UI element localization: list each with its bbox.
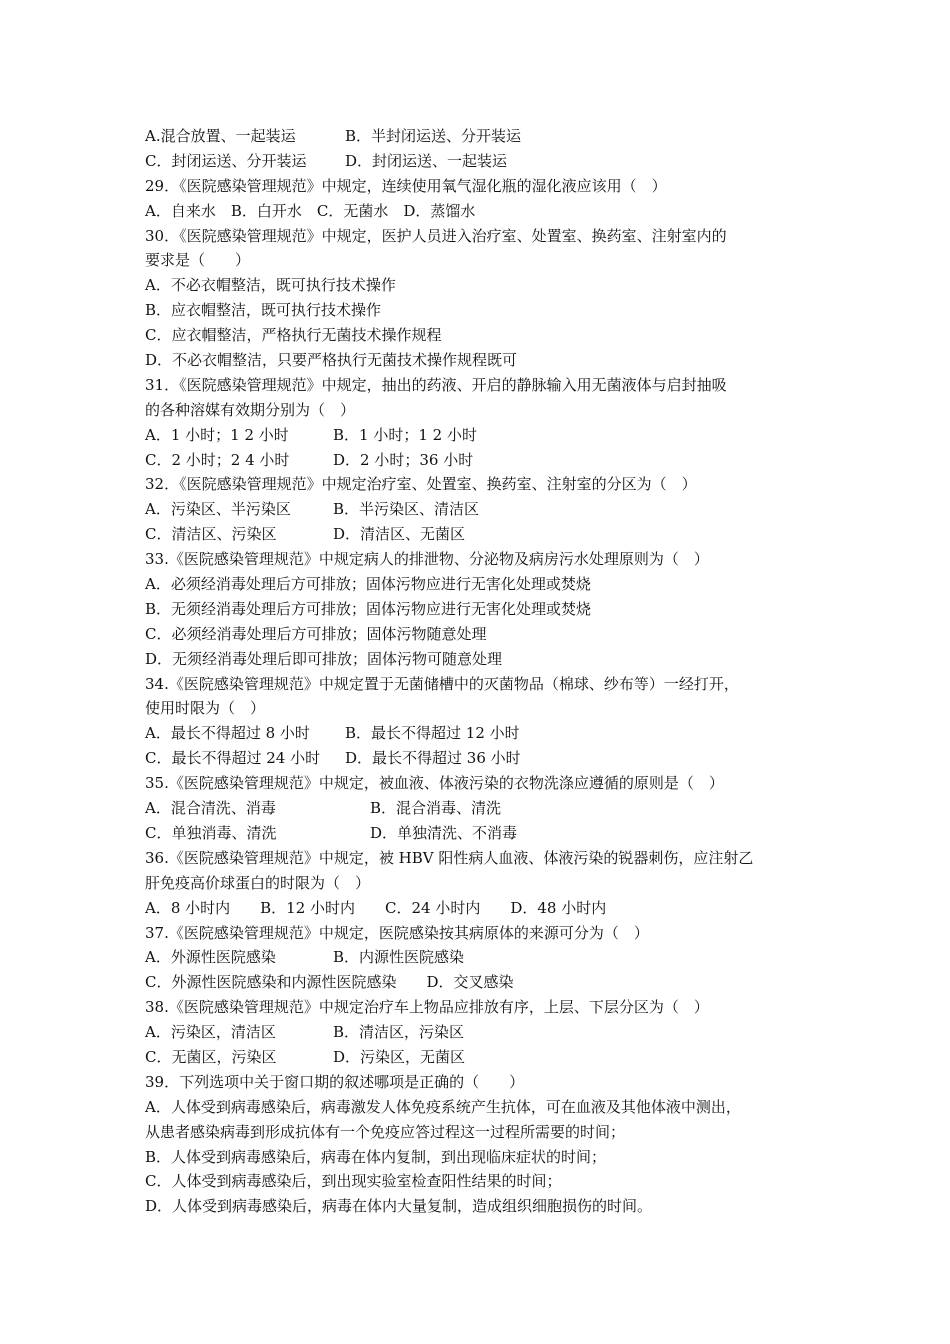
answer-option: A．最长不得超过 8 小时 [145,724,310,743]
text-line: C．人体受到病毒感染后，到出现实验室检查阳性结果的时间； [145,1172,562,1191]
answer-option: B．1 小时；1 2 小时 [333,425,477,444]
text-line: 肝免疫高价球蛋白的时限为（ ） [145,873,371,892]
answer-option: A．污染区，清洁区 [145,1023,276,1042]
answer-option: C．单独消毒、清洗 [145,823,277,842]
text-line: 32．《医院感染管理规范》中规定治疗室、处置室、换药室、注射室的分区为（ ） [145,475,697,494]
answer-option: B．半封闭运送、分开装运 [345,127,522,145]
text-line: 35.《医院感染管理规范》中规定，被血液、体液污染的衣物洗涤应遵循的原则是（ ） [145,774,724,793]
answer-option: B．半污染区、清洁区 [333,500,480,519]
option-row [145,1045,825,1070]
answer-option: D．清洁区、无菌区 [333,525,466,544]
text-line: 从患者感染病毒到形成抗体有一个免疫应答过程这一过程所需要的时间； [145,1122,626,1141]
text-line: D．人体受到病毒感染后，病毒在体内大量复制，造成组织细胞损伤的时间。 [145,1197,653,1216]
text-line: C．外源性医院感染和内源性医院感染 D．交叉感染 [145,973,514,992]
option-row [145,149,825,174]
text-line: A．人体受到病毒感染后，病毒激发人体免疫系统产生抗体，可在血液及其他体液中测出， [145,1097,741,1116]
answer-option: A．外源性医院感染 [145,948,276,967]
text-line: 33.《医院感染管理规范》中规定病人的排泄物、分泌物及病房污水处理原则为（ ） [145,550,709,569]
text-line: C．必须经消毒处理后方可排放；固体污物随意处理 [145,624,487,643]
text-line: D．无须经消毒处理后即可排放；固体污物可随意处理 [145,649,503,668]
option-row [145,796,825,821]
text-line: A．必须经消毒处理后方可排放；固体污物应进行无害化处理或焚烧 [145,575,591,594]
answer-option: D．2 小时；36 小时 [333,450,474,469]
text-line: 34.《医院感染管理规范》中规定置于无菌储槽中的灭菌物品（棉球、纱布等）一经打开， [145,674,739,693]
option-row [145,746,825,771]
answer-option: C．无菌区，污染区 [145,1047,277,1066]
option-row [145,721,825,746]
text-line: 的各种溶媒有效期分别为（ ） [145,400,356,419]
text-line: B．人体受到病毒感染后，病毒在体内复制，到出现临床症状的时间； [145,1147,607,1166]
answer-option: D．污染区，无菌区 [333,1047,466,1066]
text-line: 36.《医院感染管理规范》中规定，被 HBV 阳性病人血液、体液污染的锐器刺伤，应注射乙 [145,848,754,867]
text-line: A．自来水 B．白开水 C．无菌水 D．蒸馏水 [145,201,476,220]
answer-option: C．2 小时；2 4 小时 [145,450,290,469]
answer-option: C．最长不得超过 24 小时 [145,749,321,768]
text-line: 38.《医院感染管理规范》中规定治疗车上物品应排放有序，上层、下层分区为（ ） [145,998,709,1017]
option-row [145,522,825,547]
question-list [145,124,825,1219]
answer-option: D．单独清洗、不消毒 [370,823,518,842]
option-row [145,945,825,970]
answer-option: B．最长不得超过 12 小时 [345,724,520,743]
answer-option: B．内源性医院感染 [333,948,465,967]
option-row [145,497,825,522]
text-line: C．应衣帽整洁，严格执行无菌技术操作规程 [145,326,442,345]
option-row [145,821,825,846]
text-line: 31．《医院感染管理规范》中规定，抽出的药液、开启的静脉输入用无菌液体与启封抽吸 [145,375,727,394]
text-line: B．应衣帽整洁，既可执行技术操作 [145,301,382,320]
option-row [145,124,825,149]
answer-option: A.混合放置、一起装运 [145,127,296,145]
answer-option: C．清洁区、污染区 [145,525,277,544]
text-line: 29．《医院感染管理规范》中规定，连续使用氧气湿化瓶的湿化液应该用（ ） [145,176,667,195]
answer-option: A．污染区、半污染区 [145,500,291,519]
answer-option: A．混合清洗、消毒 [145,799,276,818]
text-line: 39．下列选项中关于窗口期的叙述哪项是正确的（ ） [145,1072,525,1091]
text-line: 37.《医院感染管理规范》中规定，医院感染按其病原体的来源可分为（ ） [145,923,649,942]
answer-option: B．混合消毒、清洗 [370,799,502,818]
answer-option: D．封闭运送、一起装运 [345,151,508,170]
text-line: 30．《医院感染管理规范》中规定，医护人员进入治疗室、处置室、换药室、注射室内的 [145,226,727,245]
answer-option: A．1 小时；1 2 小时 [145,425,289,444]
answer-option: D．最长不得超过 36 小时 [345,749,521,768]
option-row [145,448,825,473]
answer-option: C．封闭运送、分开装运 [145,151,307,170]
option-row [145,423,825,448]
answer-option: B．清洁区，污染区 [333,1023,465,1042]
text-line: A．8 小时内 B．12 小时内 C．24 小时内 D．48 小时内 [145,898,607,917]
text-line: 使用时限为（ ） [145,699,266,718]
option-row [145,1020,825,1045]
text-line: A．不必衣帽整洁，既可执行技术操作 [145,276,396,295]
text-line: B．无须经消毒处理后方可排放；固体污物应进行无害化处理或焚烧 [145,599,592,618]
text-line: 要求是（ ） [145,251,251,270]
text-line: D．不必衣帽整洁，只要严格执行无菌技术操作规程既可 [145,351,518,370]
